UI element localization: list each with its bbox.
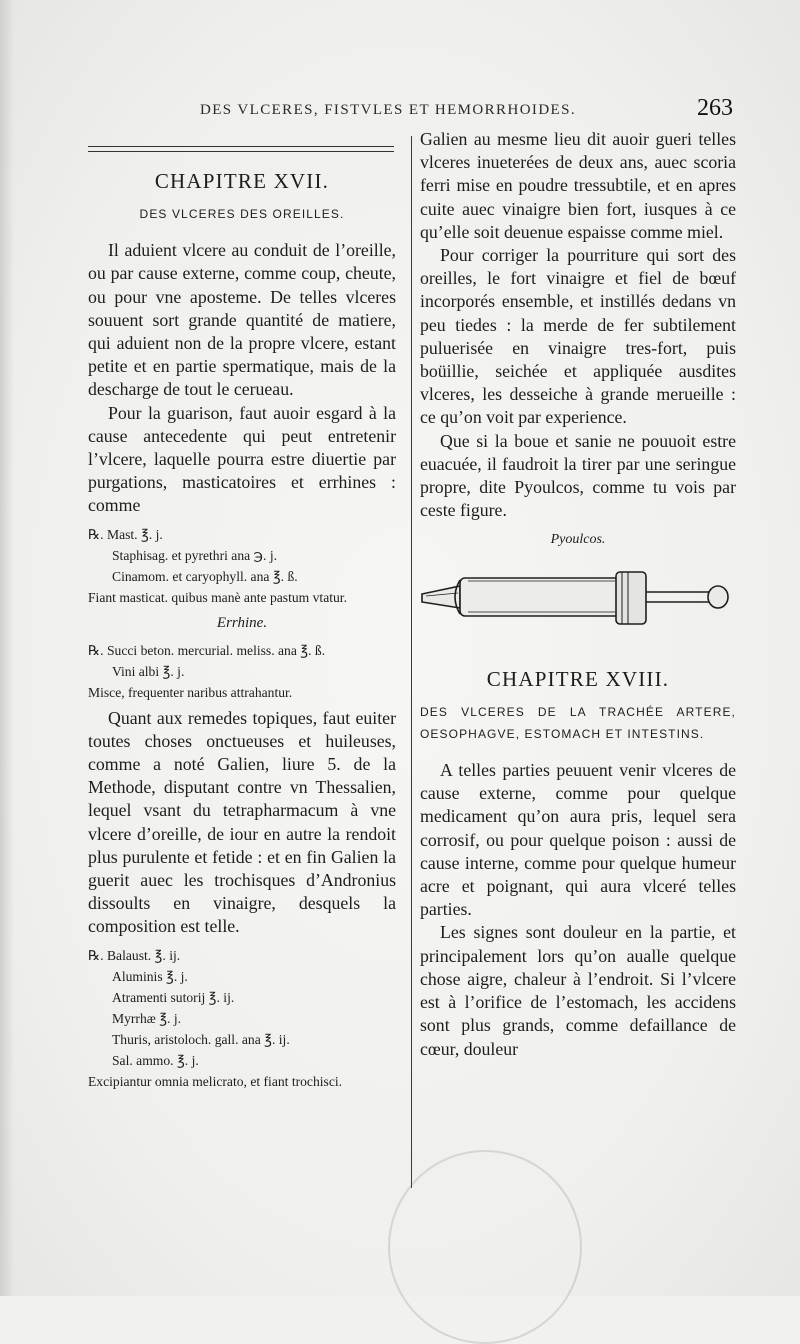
syringe-illustration xyxy=(420,560,736,640)
running-header: DES VLCERES, FISTVLES ET HEMORRHOIDES. xyxy=(200,102,577,118)
recipe-line: Vini albi ℥. j. xyxy=(112,663,185,679)
recipe-line: ℞. Mast. ℥. j. xyxy=(88,526,163,542)
paragraph: Pour corriger la pourriture qui sort des oreilles, le fort vinaigre et fiel de bœuf incorporés ensemble, et instillés dedans vn peu tiedes : la merde de fer subtilement puluerisée en vinaigre tres-fort, puis boüillie, seichée et appliquée ausdites vlceres, les desseiche à grande merueille : ce qu’on voit par experience. xyxy=(420,245,736,428)
figure-caption: Pyoulcos. xyxy=(550,532,606,548)
left-column xyxy=(88,160,396,1096)
recipe-line: Fiant masticat. quibus manè ante pastum vtatur. xyxy=(88,589,347,605)
chapter-title: CHAPITRE XVIII. xyxy=(486,666,670,691)
recipe-block xyxy=(88,945,396,1092)
paragraph: Galien au mesme lieu dit auoir gueri telles vlceres inueterées de deux ans, auec scoria ferri mise en poudre tressubtile, et en apres cuite auec vinaigre bien fort, iusques à ce qu’elle soit deuenue espaisse comme miel. xyxy=(420,129,736,242)
recipe-line: Aluminis ℥. j. xyxy=(112,968,188,984)
recipe-line: Excipiantur omnia melicrato, et fiant trochisci. xyxy=(88,1073,343,1089)
paragraph: Il aduient vlcere au conduit de l’oreille, ou par cause externe, comme coup, cheute, ou pour vne aposteme. De telles vlceres souuent sort grande quantité de matiere, qui aduient non de la propre vlcere, estant petite et en partie spermatique, mais de la descharge de tout le cerueau. xyxy=(88,240,396,400)
chapter-subtitle: DES VLCERES DE LA TRACHÉE ARTERE, OESOPHAGVE, ESTOMACH ET INTESTINS. xyxy=(420,705,736,742)
recipe-line: Myrrhæ ℥. j. xyxy=(112,1010,182,1026)
recipe-line: ℞. Succi beton. mercurial. meliss. ana ℥. ß. xyxy=(88,642,326,658)
recipe-block xyxy=(88,524,396,608)
recipe-line: ℞. Balaust. ℥. ij. xyxy=(88,947,181,963)
paragraph: Quant aux remedes topiques, faut euiter toutes choses onctueuses et huileuses, comme a noté Galien, liure 5. de la Methode, disputant contre vn Thessalien, lequel vsant du tetrapharmacum à vne vlcere d’oreille, de iour en autre la rendoit plus purulente et fetide : et en fin Galien la guerit auec les trochisques d’Andronius dissoults en vinaigre, desquels la composition est telle. xyxy=(88,707,396,937)
recipe-line: Staphisag. et pyrethri ana ℈. j. xyxy=(112,547,278,563)
errhine-heading: Errhine. xyxy=(216,614,268,631)
binding-gutter-shadow xyxy=(0,0,14,1296)
paragraph: Les signes sont douleur en la partie, et principalement lors qu’on aualle quelque chose aigre, chaleur à l’endroit. Si l’vlcere est à l’orifice de l’estomach, les accidens sont plus grands, comme defaillance de cœur, douleur xyxy=(420,922,736,1059)
header-rule xyxy=(88,146,394,152)
library-stamp xyxy=(388,1150,582,1344)
recipe-line: Cinamom. et caryophyll. ana ℥. ß. xyxy=(112,568,298,584)
recipe-line: Sal. ammo. ℥. j. xyxy=(112,1052,199,1068)
recipe-block xyxy=(88,640,396,703)
recipe-line: Misce, frequenter naribus attrahantur. xyxy=(88,684,293,700)
page-number: 263 xyxy=(697,95,733,121)
right-column xyxy=(420,128,736,1061)
paragraph: A telles parties peuuent venir vlceres de cause externe, comme pour quelque medicament qu’on aura pris, lequel sera corrosif, ou pour quelque poison : aussi de cause interne, comme pour quelque humeur acre et poignant, qui aura vlceré telles parties. xyxy=(420,760,736,920)
chapter-title: CHAPITRE XVII. xyxy=(154,169,330,193)
recipe-line: Atramenti sutorij ℥. ij. xyxy=(112,989,235,1005)
paragraph: Pour la guarison, faut auoir esgard à la cause antecedente qui peut entretenir l’vlcere, laquelle pourra estre diuertie par purgations, masticatoires et errhines : comme xyxy=(88,402,396,516)
paragraph: Que si la boue et sanie ne pouuoit estre euacuée, il faudroit la tirer par une seringue propre, dite Pyoulcos, comme tu vois par ceste figure. xyxy=(420,430,736,521)
column-divider xyxy=(411,136,412,1188)
recipe-line: Thuris, aristoloch. gall. ana ℥. ij. xyxy=(112,1031,290,1047)
chapter-subtitle: DES VLCERES DES OREILLES. xyxy=(139,207,345,222)
